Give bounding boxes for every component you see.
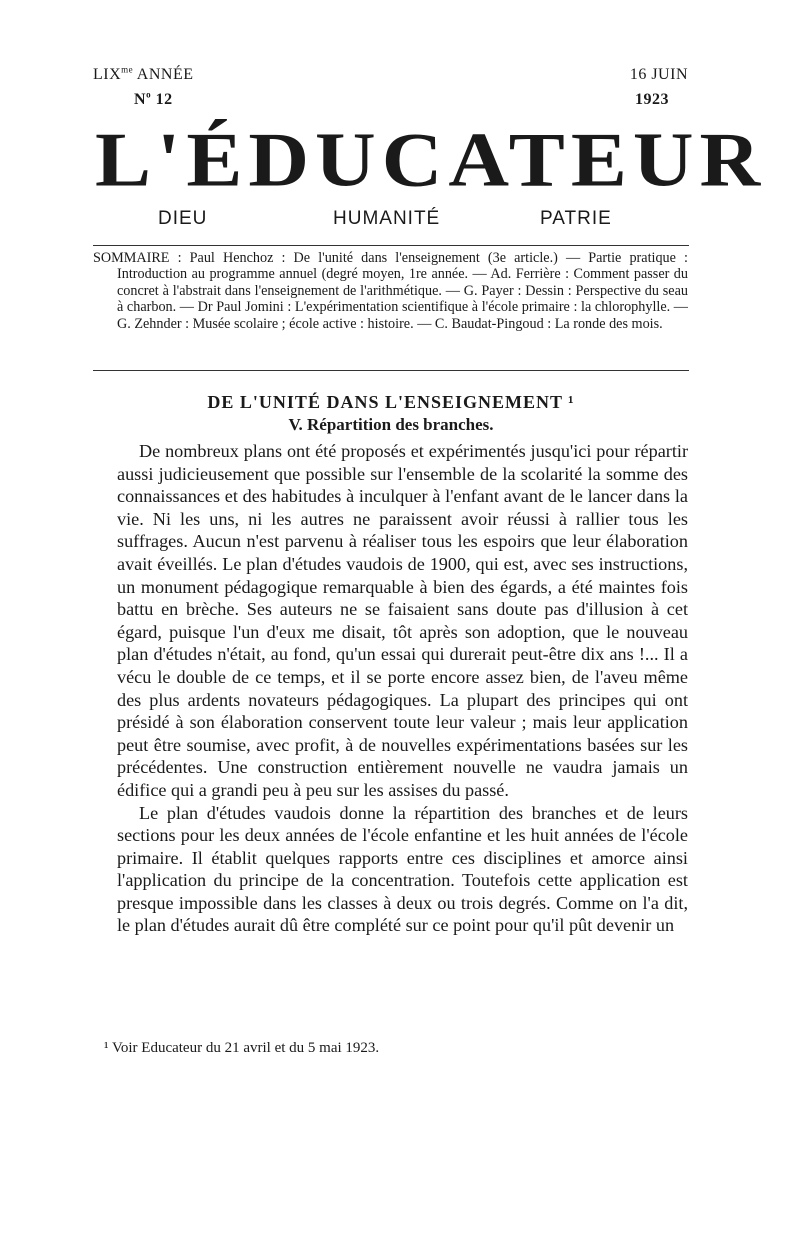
masthead-title: L'ÉDUCATEUR [95, 117, 767, 203]
paragraph: Le plan d'études vaudois donne la répartition des branches et de leurs sections pour les deux années de l'école enfantine et les huit années de l'école primaire. Il établit quelques rapports entre ces disciplines et amorce ainsi l'application du principe de la concentration. Toutefois cette application est presque impossible dans les classes à deux ou trois degrés. Comme on l'a dit, le plan d'études aurait dû être complété sur ce point pour qu'il pût devenir un [117, 802, 688, 936]
motto-word: PATRIE [540, 208, 612, 229]
article-title: DE L'UNITÉ DANS L'ENSEIGNEMENT ¹ [207, 392, 575, 412]
footnote: ¹ Voir Educateur du 21 avril et du 5 mai 1923. [104, 1040, 380, 1056]
issue-date: 16 JUIN [629, 66, 688, 83]
volume-label: $LIX^{me}$ ANNÉE [93, 64, 194, 83]
paragraph: De nombreux plans ont été proposés et expérimentés jusqu'ici pour répartir aussi judicieusement que possible sur l'ensemble de la scolarité la somme des connaissances et des habitudes à inculquer à l'enfant avant de le lancer dans la vie. Ni les uns, ni les autres ne paraissent avoir réussi à rallier tous les suffrages. Aucun n'est parvenu à réaliser tous les espoirs que leur élaboration avait éveillés. Le plan d'études vaudois de 1900, qui est, avec ses instructions, un monument pédagogique remarquable à bien des égards, a été maintes fois battu en brèche. Ses auteurs ne se faisaient sans doute pas d'illusion à cet égard, puisque l'un d'eux me disait, tôt après son adoption, que le nouveau plan d'études n'était, au fond, qu'un essai qui durerait peut-être dix ans !... Il a vécu le double de ce temps, et il se porte encore assez bien, de l'aveu même des plus ardents novateurs pédagogiques. La plupart des principes qui ont présidé à son élaboration conservent toute leur valeur ; mais leur application peut être soumise, avec profit, à de nouvelles expérimentations basées sur les précédentes. Une construction entièrement nouvelle ne vaudra jamais un édifice qui a grandi peu à peu sur les assises du passé. [117, 441, 688, 800]
divider [93, 245, 689, 246]
issue-year: 1923 [635, 91, 669, 108]
motto-word: HUMANITÉ [333, 208, 441, 229]
article-body [117, 440, 688, 937]
motto-word: DIEU [158, 208, 208, 229]
table-of-contents: SOMMAIRE : Paul Henchoz : De l'unité dans l'enseignement (3e article.) — Partie pratique : Introduction au programme annuel (degré moyen, 1re année. — Ad. Ferrière : Comment passer du concret à l'abstrait dans l'enseignement de l'arithmétique. — G. Payer : Dessin : Perspective du seau à charbon. — Dr Paul Jomini : L'expérimentation scientifique à l'école primaire : la chlorophylle. — G. Zehnder : Musée scolaire ; école active : histoire. — C. Baudat-Pingoud : La ronde des mois. [93, 250, 688, 332]
article-subtitle: V. Répartition des branches. [288, 415, 494, 434]
issue-number: $N^o$ 12 [134, 89, 173, 108]
divider [93, 370, 689, 371]
